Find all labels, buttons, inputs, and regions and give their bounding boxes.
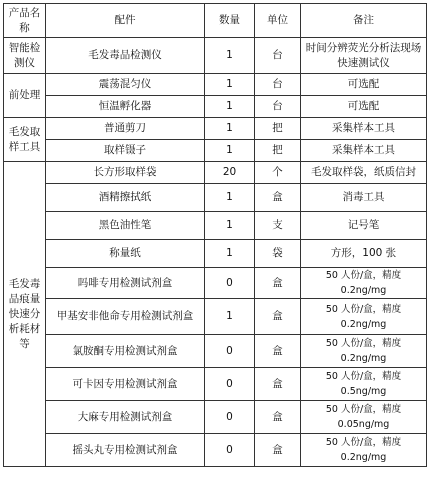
item-cell: 毛发毒品检测仪 <box>46 38 205 74</box>
table-row <box>4 268 427 299</box>
qty-cell: 20 <box>205 162 255 184</box>
unit-cell: 台 <box>255 38 301 74</box>
qty-cell: 1 <box>205 212 255 240</box>
note-cell: 消毒工具 <box>301 184 427 212</box>
table-row <box>4 38 427 74</box>
note-cell: 50 人份/盒，精度 0.5ng/mg <box>301 368 427 401</box>
item-cell: 称量纸 <box>46 240 205 268</box>
qty-cell: 0 <box>205 401 255 434</box>
unit-cell: 盒 <box>255 401 301 434</box>
item-cell: 可卡因专用检测试剂盒 <box>46 368 205 401</box>
qty-cell: 1 <box>205 74 255 96</box>
qty-cell: 1 <box>205 140 255 162</box>
category-cell: 毛发毒品痕量快速分析耗材等 <box>4 162 46 467</box>
qty-cell: 0 <box>205 268 255 299</box>
unit-cell: 个 <box>255 162 301 184</box>
note-cell: 毛发取样袋，纸质信封 <box>301 162 427 184</box>
qty-cell: 0 <box>205 434 255 467</box>
header-product-name: 产品名称 <box>4 4 46 38</box>
qty-cell: 1 <box>205 184 255 212</box>
table-row <box>4 162 427 184</box>
qty-cell: 0 <box>205 368 255 401</box>
item-cell: 酒精擦拭纸 <box>46 184 205 212</box>
qty-cell: 0 <box>205 335 255 368</box>
header-row <box>4 4 427 38</box>
table-row <box>4 240 427 268</box>
note-cell: 50 人份/盒，精度 0.2ng/mg <box>301 299 427 335</box>
unit-cell: 把 <box>255 140 301 162</box>
table-row <box>4 299 427 335</box>
header-remarks: 备注 <box>301 4 427 38</box>
item-cell: 震荡混匀仪 <box>46 74 205 96</box>
table-row <box>4 96 427 118</box>
item-cell: 氯胺酮专用检测试剂盒 <box>46 335 205 368</box>
header-quantity: 数量 <box>205 4 255 38</box>
item-cell: 黑色油性笔 <box>46 212 205 240</box>
table-row <box>4 74 427 96</box>
unit-cell: 盒 <box>255 335 301 368</box>
unit-cell: 盒 <box>255 184 301 212</box>
item-cell: 普通剪刀 <box>46 118 205 140</box>
note-cell: 50 人份/盒，精度 0.2ng/mg <box>301 335 427 368</box>
item-cell: 取样镊子 <box>46 140 205 162</box>
table-row <box>4 184 427 212</box>
qty-cell: 1 <box>205 96 255 118</box>
unit-cell: 盒 <box>255 299 301 335</box>
qty-cell: 1 <box>205 38 255 74</box>
category-cell: 前处理 <box>4 74 46 118</box>
table-row <box>4 335 427 368</box>
table-row <box>4 401 427 434</box>
table-row <box>4 212 427 240</box>
note-cell: 采集样本工具 <box>301 118 427 140</box>
note-cell: 方形，100 张 <box>301 240 427 268</box>
table-row <box>4 140 427 162</box>
item-cell: 吗啡专用检测试剂盒 <box>46 268 205 299</box>
header-unit: 单位 <box>255 4 301 38</box>
note-cell: 记号笔 <box>301 212 427 240</box>
item-cell: 甲基安非他命专用检测试剂盒 <box>46 299 205 335</box>
equipment-table <box>3 3 427 467</box>
note-cell: 时间分辨荧光分析法现场快速测试仪 <box>301 38 427 74</box>
qty-cell: 1 <box>205 118 255 140</box>
item-cell: 恒温孵化器 <box>46 96 205 118</box>
note-cell: 50 人份/盒，精度 0.2ng/mg <box>301 434 427 467</box>
table-row <box>4 118 427 140</box>
note-cell: 采集样本工具 <box>301 140 427 162</box>
table-row <box>4 368 427 401</box>
category-cell: 智能检测仪 <box>4 38 46 74</box>
note-cell: 50 人份/盒，精度 0.05ng/mg <box>301 401 427 434</box>
note-cell: 50 人份/盒，精度 0.2ng/mg <box>301 268 427 299</box>
note-cell: 可选配 <box>301 96 427 118</box>
unit-cell: 盒 <box>255 368 301 401</box>
unit-cell: 袋 <box>255 240 301 268</box>
unit-cell: 台 <box>255 74 301 96</box>
unit-cell: 支 <box>255 212 301 240</box>
unit-cell: 盒 <box>255 268 301 299</box>
item-cell: 长方形取样袋 <box>46 162 205 184</box>
unit-cell: 台 <box>255 96 301 118</box>
category-cell: 毛发取样工具 <box>4 118 46 162</box>
note-cell: 可选配 <box>301 74 427 96</box>
qty-cell: 1 <box>205 299 255 335</box>
header-accessory: 配件 <box>46 4 205 38</box>
qty-cell: 1 <box>205 240 255 268</box>
item-cell: 摇头丸专用检测试剂盒 <box>46 434 205 467</box>
item-cell: 大麻专用检测试剂盒 <box>46 401 205 434</box>
table-row <box>4 434 427 467</box>
unit-cell: 把 <box>255 118 301 140</box>
unit-cell: 盒 <box>255 434 301 467</box>
